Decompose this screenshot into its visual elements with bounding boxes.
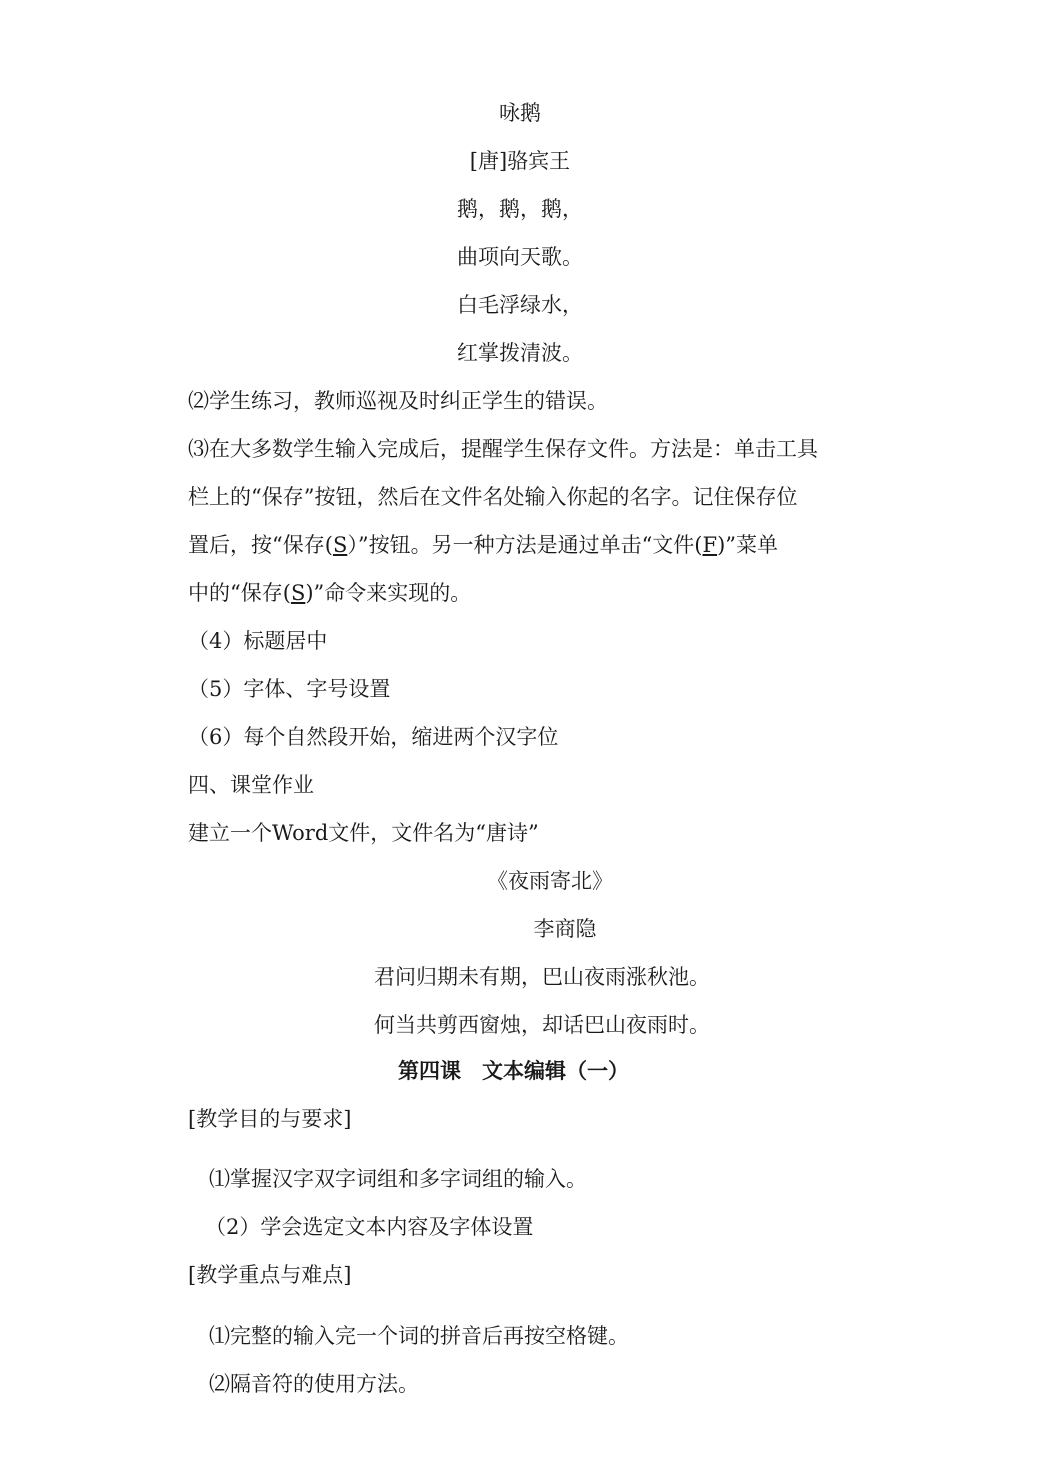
shortcut-key: S <box>332 533 348 557</box>
shortcut-key: S <box>290 581 306 605</box>
text-segment: )”命令来实现的。 <box>305 581 472 605</box>
step-paragraph: （4）标题居中 <box>188 629 328 653</box>
poem-line: 曲项向天歌。 <box>457 245 583 269</box>
text-segment: 置后，按“保存( <box>188 533 333 557</box>
poem-line: 君问归期未有期，巴山夜雨涨秋池。 <box>374 965 710 989</box>
text-segment: ）”按钮。另一种方法是通过单击“文件( <box>347 533 703 557</box>
step-paragraph-line: ⑶在大多数学生输入完成后，提醒学生保存文件。方法是：单击工具 <box>188 437 818 461</box>
step-paragraph: （6）每个自然段开始，缩进两个汉字位 <box>188 725 559 749</box>
poem-line: 白毛浮绿水， <box>457 293 583 317</box>
step-paragraph-line <box>188 531 778 559</box>
focus-item: ⑴完整的输入完一个词的拼音后再按空格键。 <box>209 1324 629 1348</box>
shortcut-key: F <box>702 533 718 557</box>
step-paragraph-line <box>188 579 471 607</box>
focus-item: ⑵隔音符的使用方法。 <box>209 1372 419 1396</box>
poem-line: 红掌拨清波。 <box>457 341 583 365</box>
poem-line: 鹅，鹅，鹅， <box>457 197 583 221</box>
poem-title: 《夜雨寄北》 <box>487 869 613 893</box>
poem-line: 何当共剪西窗烛，却话巴山夜雨时。 <box>374 1013 710 1037</box>
goal-item: ⑴掌握汉字双字词组和多字词组的输入。 <box>209 1167 587 1191</box>
homework-instruction: 建立一个Word文件，文件名为“唐诗” <box>188 821 539 845</box>
section-heading: [教学目的与要求] <box>188 1107 352 1131</box>
section-heading: [教学重点与难点] <box>188 1263 352 1287</box>
poem-author: [唐]骆宾王 <box>469 149 571 173</box>
goal-item: （2）学会选定文本内容及字体设置 <box>205 1215 534 1239</box>
text-segment: )”菜单 <box>717 533 779 557</box>
poem-title: 咏鹅 <box>499 101 541 125</box>
step-paragraph: （5）字体、字号设置 <box>188 677 391 701</box>
text-segment: 中的“保存( <box>188 581 291 605</box>
step-paragraph: ⑵学生练习，教师巡视及时纠正学生的错误。 <box>188 389 608 413</box>
lesson-title: 第四课 文本编辑（一） <box>398 1059 629 1083</box>
section-heading: 四、课堂作业 <box>188 773 314 797</box>
poem-author: 李商隐 <box>533 917 597 941</box>
step-paragraph-line: 栏上的“保存”按钮，然后在文件名处输入你起的名字。记住保存位 <box>188 485 798 509</box>
